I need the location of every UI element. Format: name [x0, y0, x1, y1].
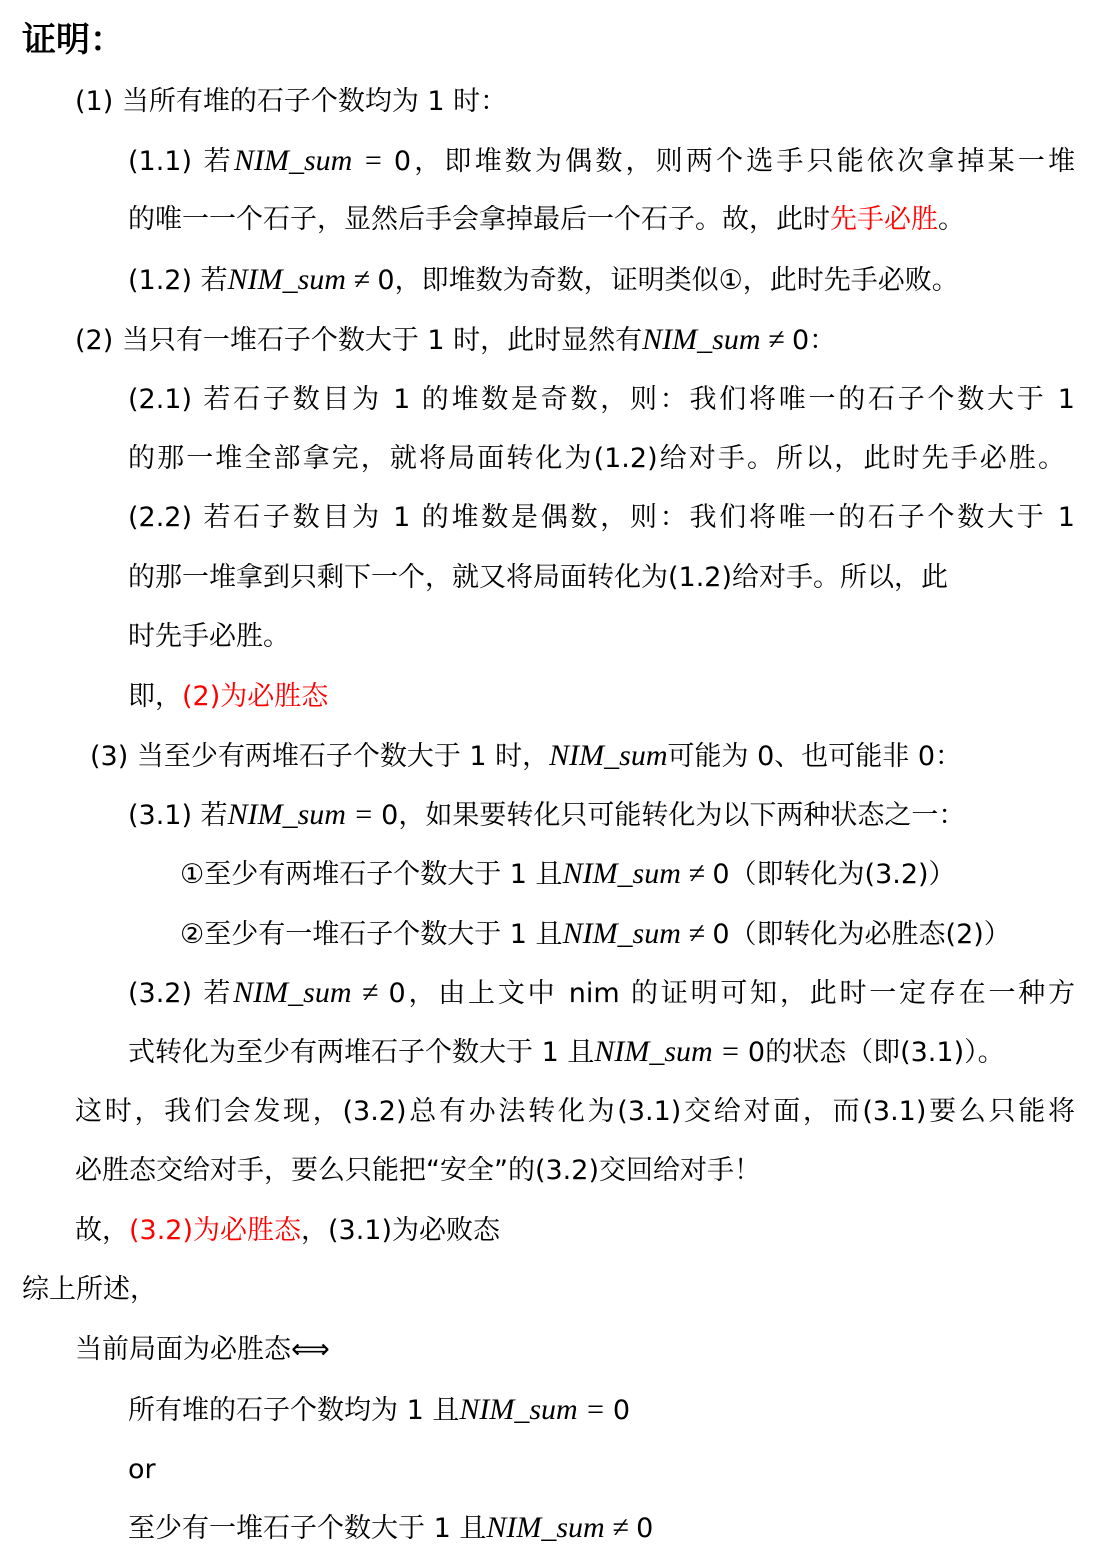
proof-line [128, 380, 1075, 420]
proof-line [128, 1450, 156, 1490]
text-segment: 0： [791, 325, 837, 356]
text-segment: 故， [75, 1215, 129, 1246]
text-segment: (2.1) 若石子数目为 1 的堆数是奇数，则：我们将唯一的石子个数大于 1 [128, 384, 1075, 415]
text-segment: 即， [128, 681, 182, 712]
text-segment: 0，由上文中 nim 的证明可知，此时一定存在一种方 [388, 978, 1076, 1009]
proof-line [128, 141, 1075, 182]
text-segment: 的唯一一个石子，显然后手会拿掉最后一个石子。故，此时 [128, 204, 830, 235]
text-segment: 至少有一堆石子个数大于 1 且 [128, 1513, 487, 1544]
text-segment: 。 [938, 204, 965, 235]
proof-line [128, 973, 1075, 1014]
highlighted-text: (2)为必胜态 [182, 681, 329, 712]
text-segment: 0 [612, 1395, 631, 1426]
proof-line [75, 1092, 1075, 1132]
proof-line [128, 1508, 653, 1549]
proof-line [75, 320, 836, 361]
proof-heading: 证明： [22, 20, 124, 60]
highlighted-text: (3.2)为必胜态 [129, 1215, 302, 1246]
text-segment: 的那一堆拿到只剩下一个，就又将局面转化为(1.2)给对手。所以，此 [128, 562, 949, 593]
proof-line [128, 439, 1065, 479]
text-segment: or [128, 1454, 156, 1485]
text-segment: (2.2) 若石子数目为 1 的堆数是偶数，则：我们将唯一的石子个数大于 1 [128, 502, 1075, 533]
proof-line [75, 1330, 330, 1370]
text-segment: 0，如果要转化只可能转化为以下两种状态之一： [381, 800, 966, 831]
math-expression: NIM_sum ≠ [562, 857, 713, 890]
text-segment: 0（即转化为(3.2)） [712, 859, 956, 890]
text-segment: ①至少有两堆石子个数大于 1 且 [180, 859, 563, 890]
math-expression: NIM_sum ≠ [486, 1511, 637, 1544]
proof-line [128, 200, 965, 240]
math-expression: NIM_sum ≠ [642, 323, 792, 356]
text-segment: (3) 当至少有两堆石子个数大于 1 时， [90, 741, 550, 772]
highlighted-text: 先手必胜 [830, 204, 938, 235]
math-expression: NIM_sum = [233, 144, 394, 177]
proof-line [128, 1032, 1005, 1073]
text-segment: (1) 当所有堆的石子个数均为 1 时： [75, 86, 508, 117]
text-segment: 必胜态交给对手，要么只能把“安全”的(3.2)交回给对手！ [75, 1155, 761, 1186]
math-expression: NIM_sum = [594, 1035, 748, 1068]
text-segment: (1.1) 若 [128, 146, 234, 177]
proof-line [180, 914, 1011, 955]
proof-line [75, 1151, 761, 1191]
text-segment: 时先手必胜。 [128, 621, 290, 652]
proof-line [90, 736, 962, 777]
proof-line [128, 558, 948, 598]
text-segment: 的那一堆全部拿完，就将局面转化为(1.2)给对手。所以，此时先手必胜。 [128, 443, 1065, 474]
text-segment: ②至少有一堆石子个数大于 1 且 [180, 919, 563, 950]
text-segment: 当前局面为必胜态⟺ [75, 1334, 330, 1365]
text-segment: 0，即堆数为偶数，则两个选手只能依次拿掉某一堆 [393, 146, 1075, 177]
text-segment: 0 [636, 1513, 654, 1544]
proof-line [75, 1211, 500, 1251]
math-expression: NIM_sum ≠ [227, 263, 378, 296]
text-segment: (1.2) 若 [128, 265, 228, 296]
proof-line [22, 1270, 157, 1310]
proof-line [180, 854, 956, 895]
text-segment: 0，即堆数为奇数，证明类似①，此时先手必败。 [377, 265, 959, 296]
proof-line [128, 795, 965, 836]
text-segment: (2) 当只有一堆石子个数大于 1 时，此时显然有 [75, 325, 643, 356]
text-segment: ，(3.1)为必败态 [301, 1215, 501, 1246]
math-expression: NIM_sum ≠ [233, 976, 389, 1009]
text-segment: 所有堆的石子个数均为 1 且 [128, 1395, 460, 1426]
proof-line [128, 1390, 630, 1431]
text-segment: (3.2) 若 [128, 978, 234, 1009]
proof-line [128, 677, 328, 717]
text-segment: 0的状态（即(3.1)）。 [747, 1037, 1005, 1068]
proof-line [128, 617, 290, 657]
text-segment: 式转化为至少有两堆石子个数大于 1 且 [128, 1037, 595, 1068]
text-segment: 综上所述， [22, 1274, 157, 1305]
text-segment: 可能为 0、也可能非 0： [667, 741, 963, 772]
math-expression: NIM_sum = [459, 1393, 613, 1426]
math-expression: NIM_sum ≠ [562, 917, 713, 950]
text-segment: 这时，我们会发现，(3.2)总有办法转化为(3.1)交给对面，而(3.1)要么只能将 [75, 1096, 1075, 1127]
math-expression: NIM_sum = [227, 798, 382, 831]
text-segment: (3.1) 若 [128, 800, 228, 831]
proof-line [128, 260, 959, 301]
math-expression: NIM_sum [549, 739, 668, 772]
proof-line [128, 498, 1075, 538]
text-segment: 0（即转化为必胜态(2)） [712, 919, 1011, 950]
proof-line [75, 82, 507, 122]
